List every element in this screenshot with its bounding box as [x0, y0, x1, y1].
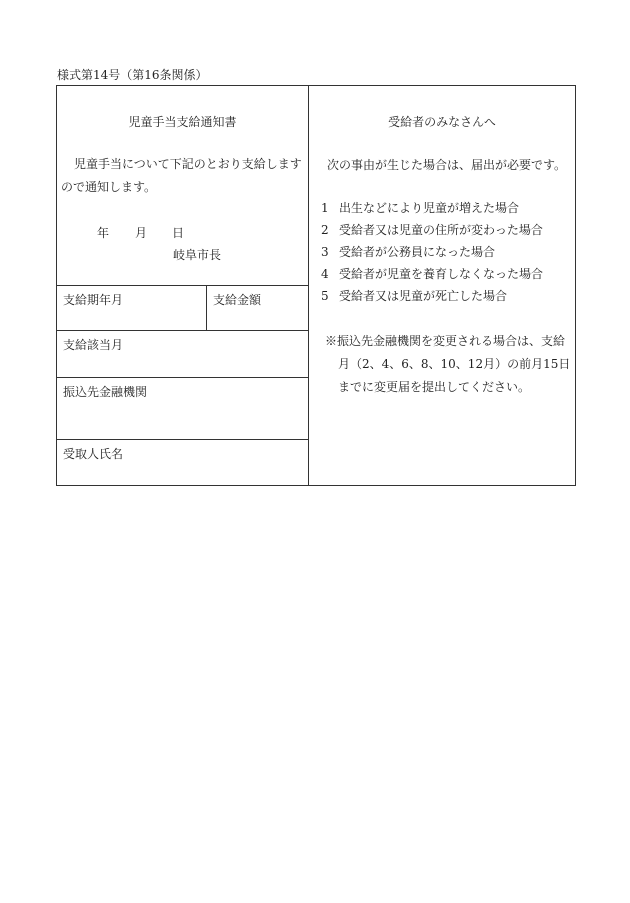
list-item-number: 5	[321, 289, 329, 303]
row-divider	[57, 330, 308, 331]
list-item	[321, 288, 543, 310]
date-year-label: 年	[97, 226, 110, 240]
issuer-name: 岐阜市長	[173, 248, 222, 262]
list-item-number: 2	[321, 223, 329, 237]
list-item	[321, 222, 543, 244]
row-divider	[57, 377, 308, 378]
recipient-notice-intro: 次の事由が生じた場合は、届出が必要です。	[327, 158, 567, 172]
cell-divider	[206, 285, 207, 330]
list-item-number: 3	[321, 245, 329, 259]
list-item-text: 出生などにより児童が増えた場合	[339, 201, 520, 215]
date-month-label: 月	[135, 226, 148, 240]
list-item	[321, 244, 543, 266]
payment-amount-label: 支給金額	[213, 293, 262, 307]
notice-form	[56, 85, 576, 486]
bank-change-note	[325, 330, 573, 399]
bank-label: 振込先金融機関	[63, 385, 148, 399]
date-day-label: 日	[172, 226, 185, 240]
list-item-number: 1	[321, 201, 329, 215]
recipient-notice-title: 受給者のみなさんへ	[388, 115, 496, 129]
list-item-text: 受給者が公務員になった場合	[339, 245, 496, 259]
note-continuation: 月（2、4、6、8、10、12月）の前月15日までに変更届を提出してください。	[338, 357, 571, 394]
row-divider	[57, 439, 308, 440]
list-item-text: 受給者が児童を養育しなくなった場合	[339, 267, 544, 281]
recipient-label: 受取人氏名	[63, 447, 124, 461]
notice-title: 児童手当支給通知書	[128, 115, 237, 129]
list-item	[321, 200, 543, 222]
notice-body: 児童手当について下記のとおり支給しますので通知します。	[61, 157, 302, 194]
list-item-text: 受給者又は児童が死亡した場合	[339, 289, 508, 303]
payment-period-label: 支給期年月	[63, 293, 124, 307]
list-item	[321, 266, 543, 288]
column-divider	[308, 86, 309, 485]
list-item-number: 4	[321, 267, 329, 281]
row-divider	[57, 285, 308, 286]
form-number-label: 様式第14号（第16条関係）	[57, 68, 208, 82]
event-list	[321, 200, 543, 310]
note-first-line: ※振込先金融機関を変更される場合は、支給	[325, 334, 566, 348]
applicable-month-label: 支給該当月	[63, 338, 124, 352]
list-item-text: 受給者又は児童の住所が変わった場合	[339, 223, 543, 237]
